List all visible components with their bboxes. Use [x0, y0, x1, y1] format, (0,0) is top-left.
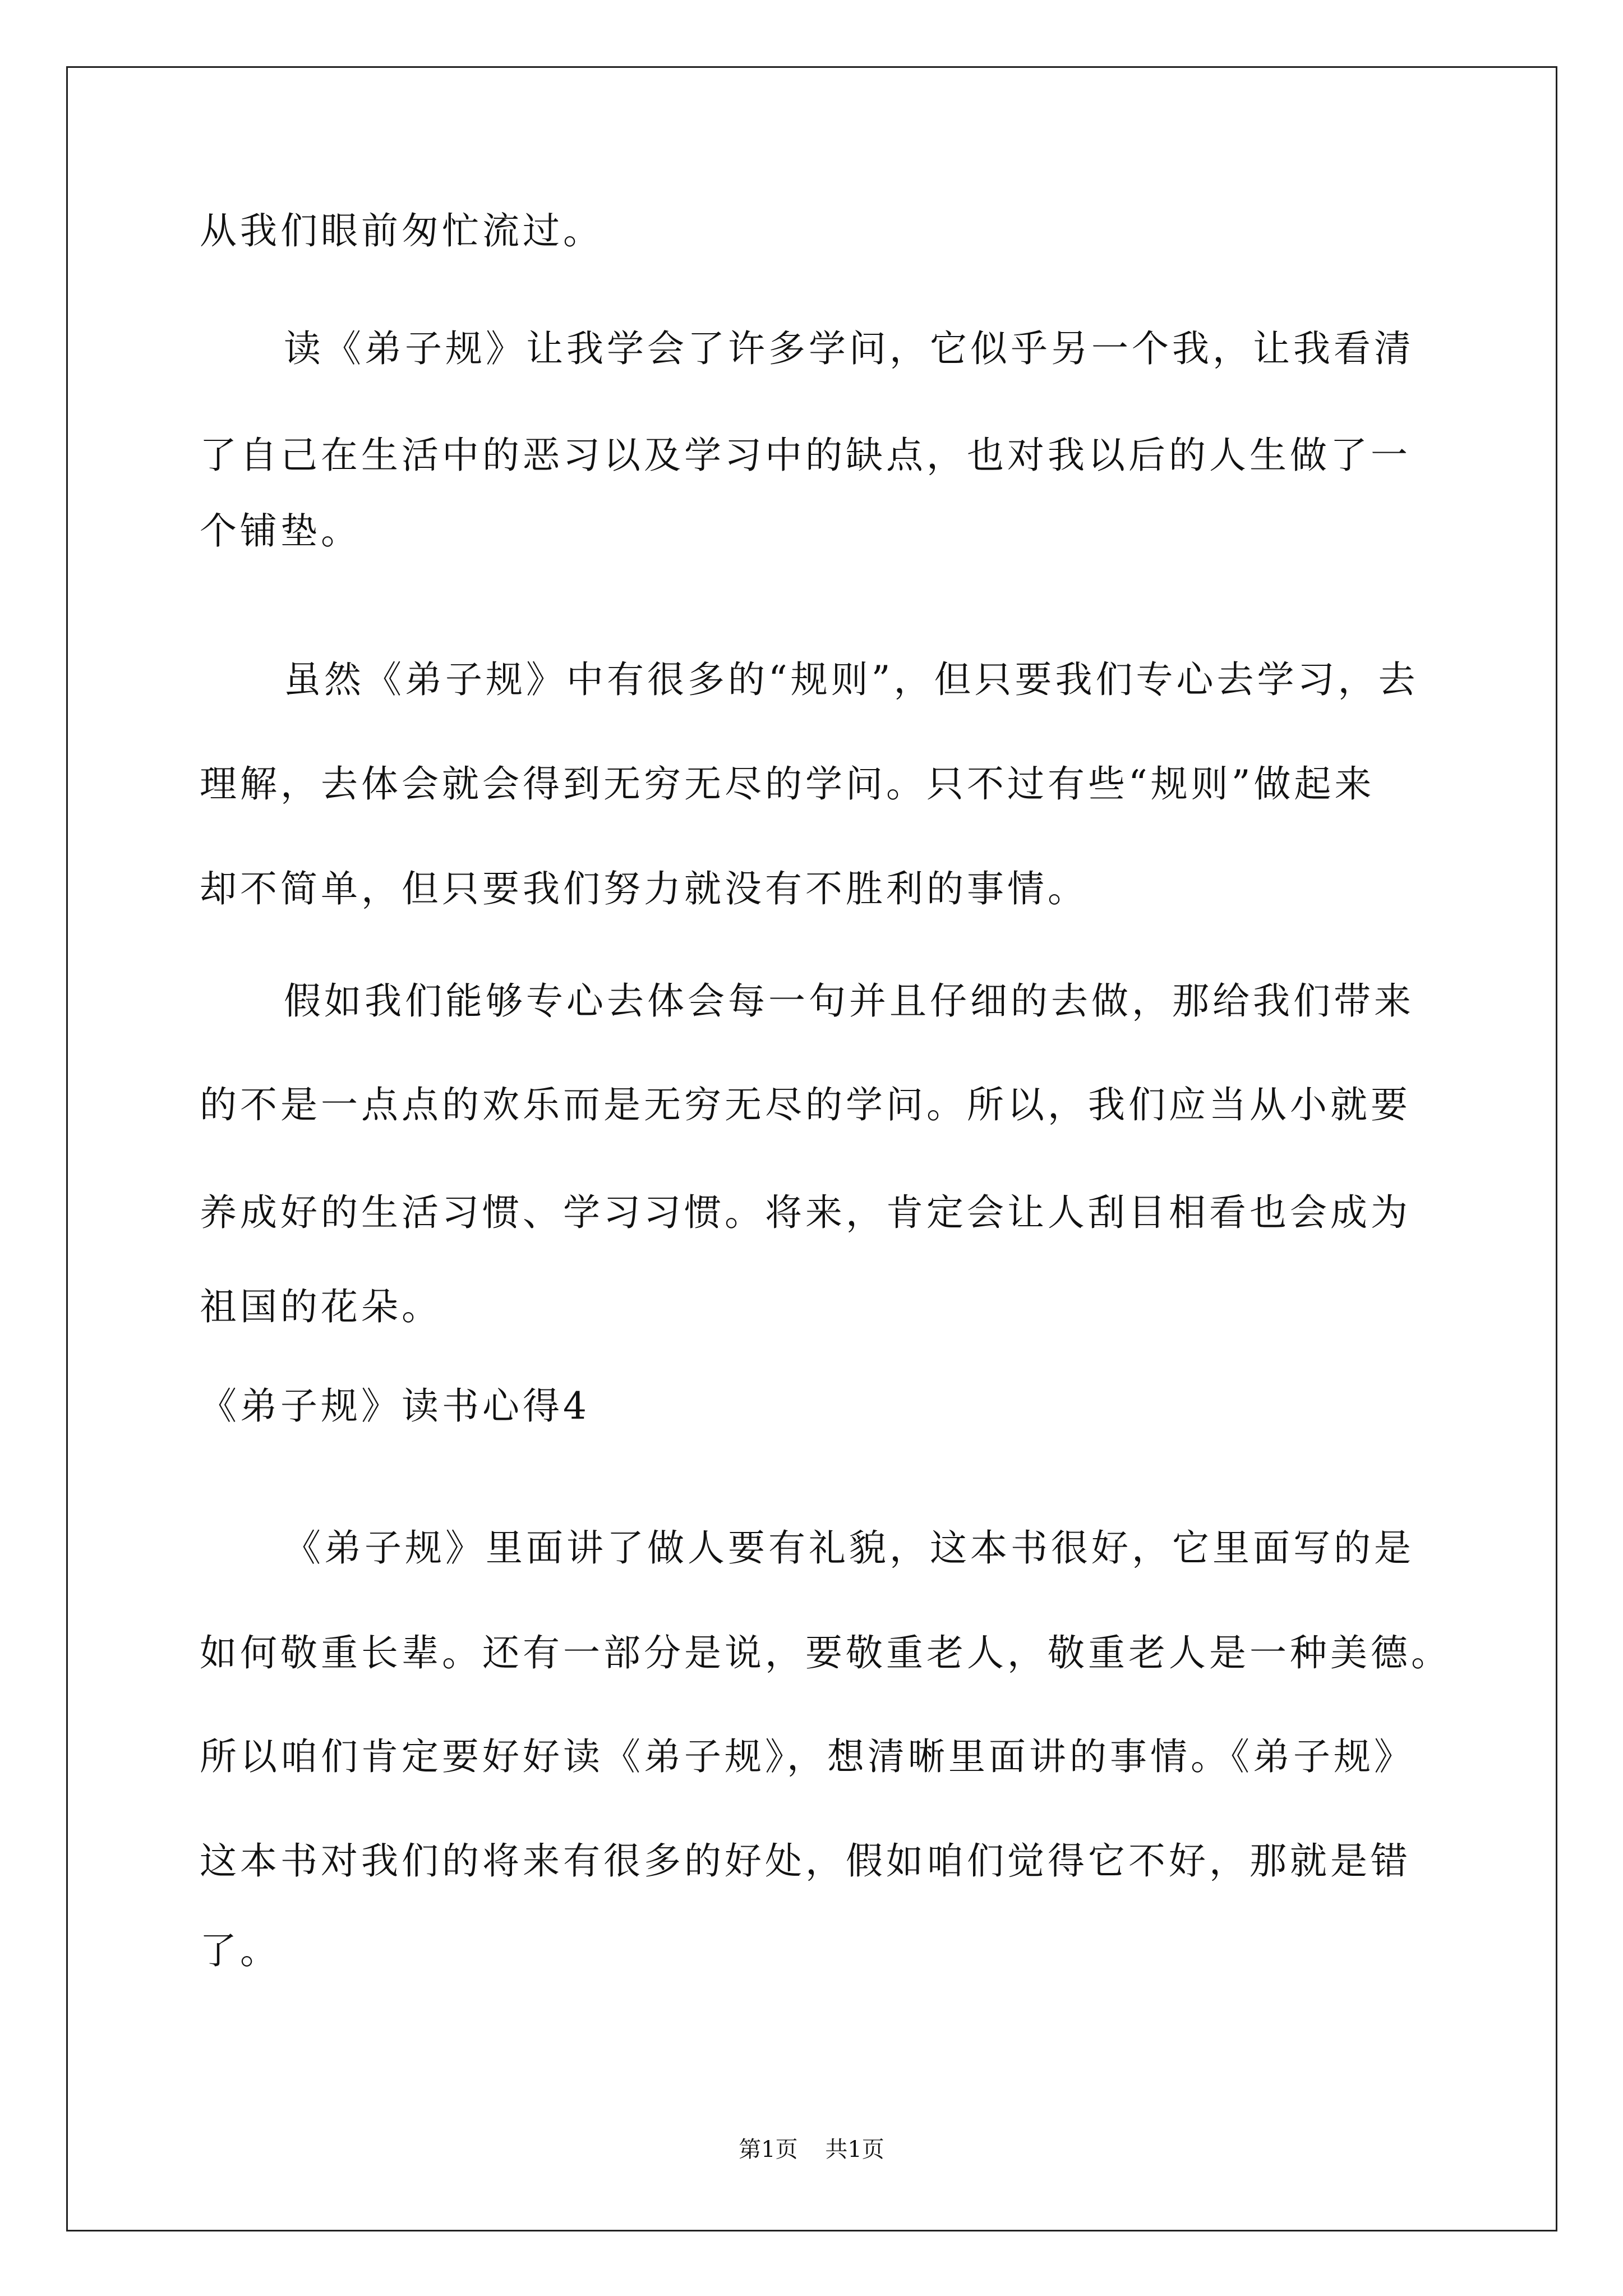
body-text-line: 却不简单，但只要我们努力就没有不胜利的事情。	[200, 867, 1088, 910]
paragraph-first-line: 虽然《弟子规》中有很多的“规则”，但只要我们专心去学习，去	[284, 658, 1419, 701]
total-pages: 共1页	[825, 2137, 884, 2162]
body-text-line: 所以咱们肯定要好好读《弟子规》，想清晰里面讲的事情。《弟子规》	[200, 1735, 1414, 1778]
body-text-line: 这本书对我们的将来有很多的好处，假如咱们觉得它不好，那就是错	[200, 1839, 1411, 1883]
body-text-line: 如何敬重长辈。还有一部分是说，要敬重老人，敬重老人是一种美德。	[200, 1631, 1451, 1674]
paragraph-first-line: 假如我们能够专心去体会每一句并且仔细的去做，那给我们带来	[284, 979, 1414, 1023]
body-text-line: 个铺垫。	[200, 509, 361, 553]
section-heading: 《弟子规》读书心得4	[200, 1384, 590, 1428]
body-text-line: 了自己在生活中的恶习以及学习中的缺点，也对我以后的人生做了一	[200, 434, 1411, 477]
paragraph-first-line: 《弟子规》里面讲了做人要有礼貌，这本书很好，它里面写的是	[284, 1526, 1414, 1570]
body-text-line: 了。	[200, 1929, 280, 1972]
paragraph-first-line: 读《弟子规》让我学会了许多学问，它似乎另一个我，让我看清	[284, 327, 1414, 370]
body-text-line: 从我们眼前匆忙流过。	[200, 209, 603, 252]
body-text-line: 的不是一点点的欢乐而是无穷无尽的学问。所以，我们应当从小就要	[200, 1083, 1411, 1126]
body-text-line: 理解，去体会就会得到无穷无尽的学问。只不过有些“规则”做起来	[200, 762, 1375, 806]
body-text-line: 养成好的生活习惯、学习习惯。将来，肯定会让人刮目相看也会成为	[200, 1191, 1411, 1234]
page-border	[66, 66, 1557, 2231]
body-text-line: 祖国的花朵。	[200, 1285, 442, 1328]
page-footer	[0, 2132, 1623, 2164]
page-number: 第1页	[739, 2137, 798, 2162]
